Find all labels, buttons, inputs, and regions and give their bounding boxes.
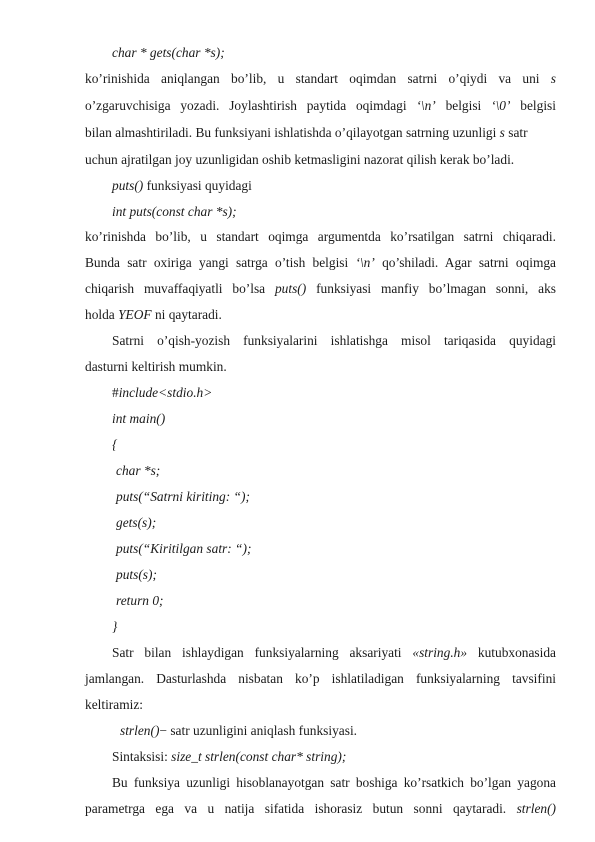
code-line: gets(s); — [116, 515, 157, 530]
paragraph-line: keltiramiz: — [85, 697, 144, 712]
code-line: puts(s); — [116, 567, 157, 582]
paragraph-line: dasturni keltirish mumkin. — [85, 359, 227, 374]
code-line: char *s; — [116, 463, 161, 478]
paragraph-line: jamlangan. Dasturlashda nisbatan ko’p ishlatiladigan funksiyalarning tavsifini — [85, 671, 556, 686]
code-line: } — [112, 619, 118, 634]
strlen-syntax: Sintaksisi: size_t strlen(const char* string); — [112, 749, 347, 764]
code-line: { — [112, 437, 118, 452]
paragraph-line: parametrga ega va u natija sifatida ishorasiz butun sonni qaytaradi. strlen() — [85, 801, 556, 816]
paragraph-line: uchun ajratilgan joy uzunligidan oshib ketmasligini nazorat qilish kerak bo’ladi. — [85, 152, 515, 167]
strlen-description: strlen()− satr uzunligini aniqlash funksiyasi. — [120, 723, 358, 738]
paragraph-line: Satr bilan ishlaydigan funksiyalarning aksariyati «string.h» kutubxonasida — [112, 645, 557, 660]
code-gets-signature: char * gets(char *s); — [112, 45, 225, 60]
code-line: puts(“Kiritilgan satr: “); — [116, 541, 252, 556]
code-line: return 0; — [116, 593, 164, 608]
paragraph-line: chiqarish muvaffaqiyatli bo’lsa puts() funksiyasi manfiy bo’lmagan sonni, aks — [85, 281, 556, 296]
paragraph-line: Satrni o’qish-yozish funksiyalarini ishlatishga misol tariqasida quyidagi — [112, 333, 556, 348]
paragraph-line: bilan almashtiriladi. Bu funksiyani ishlatishda o’qilayotgan satrning uzunligi s satr — [85, 125, 528, 140]
code-line: #include<stdio.h> — [112, 385, 213, 400]
paragraph-line: holda YEOF ni qaytaradi. — [85, 307, 222, 322]
code-line: int main() — [112, 411, 166, 426]
paragraph-line: o’zgaruvchisiga yozadi. Joylashtirish paytida oqimdagi ‘\n’ belgisi ‘\0’ belgisi — [85, 98, 556, 113]
paragraph-line: Bu funksiya uzunligi hisoblanayotgan satr boshiga ko’rsatkich bo’lgan yagona — [112, 775, 556, 790]
paragraph-line: Bunda satr oxiriga yangi satrga o’tish belgisi ‘\n’ qo’shiladi. Agar satrni oqimga — [85, 255, 556, 270]
paragraph-line: ko’rinishida aniqlangan bo’lib, u standart oqimdan satrni o’qiydi va uni s — [85, 71, 556, 86]
code-line: puts(“Satrni kiriting: “); — [116, 489, 250, 504]
paragraph-line: puts() funksiyasi quyidagi — [112, 178, 252, 193]
paragraph-line: ko’rinishda bo’lib, u standart oqimga argumentda ko’rsatilgan satrni chiqaradi. — [85, 229, 556, 244]
code-puts-signature: int puts(const char *s); — [112, 204, 237, 219]
